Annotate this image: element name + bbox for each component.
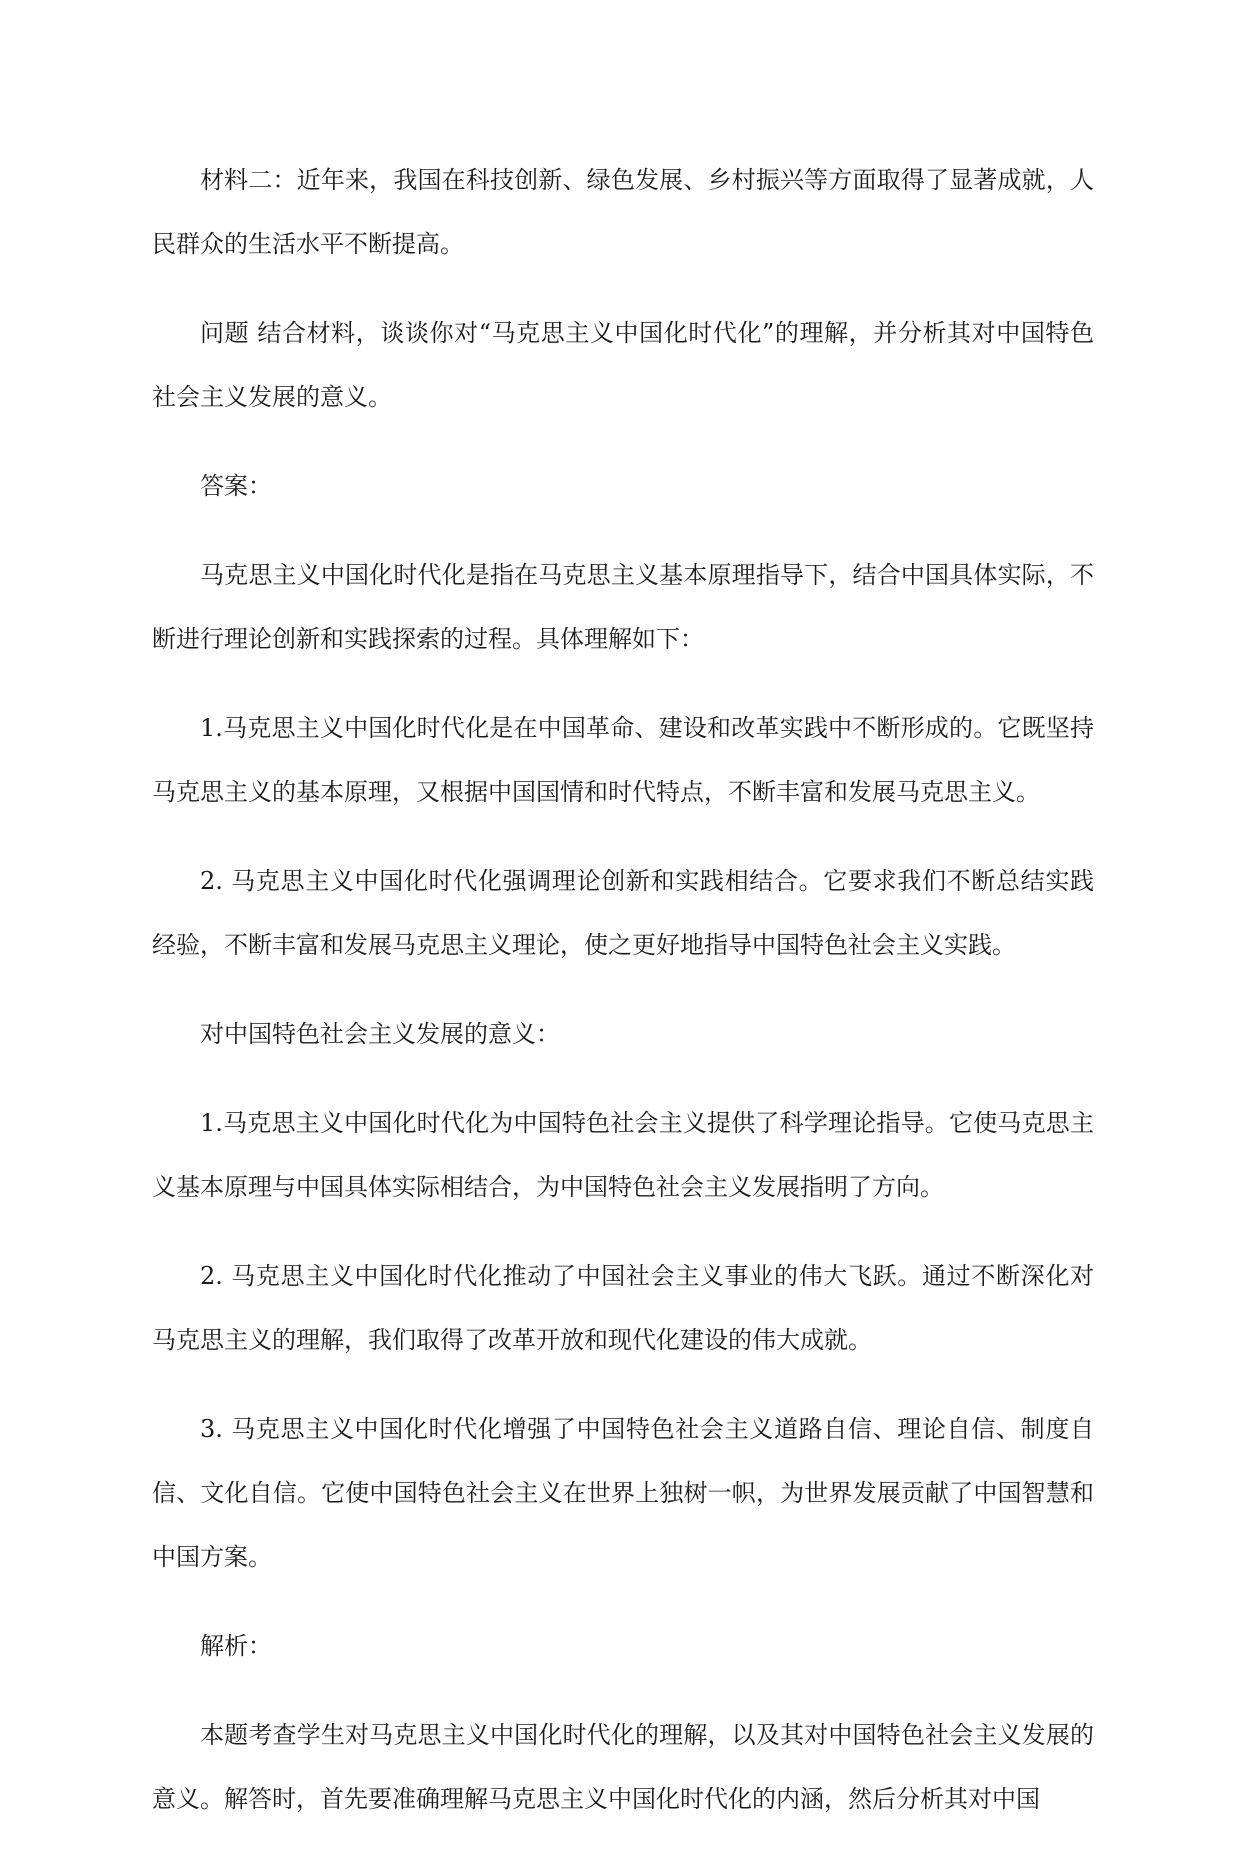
- significance-heading: 对中国特色社会主义发展的意义：: [200, 1020, 560, 1048]
- answer-heading: 答案：: [200, 472, 272, 500]
- significance-point-3: 3. 马克思主义中国化时代化增强了中国特色社会主义道路自信、理论自信、制度自信、文化自信。它使中国特色社会主义在世界上独树一帜，为世界发展贡献了中国智慧和中国方案。: [152, 1415, 1094, 1571]
- understanding-point-1: 1.马克思主义中国化时代化是在中国革命、建设和改革实践中不断形成的。它既坚持马克思主义的基本原理，又根据中国国情和时代特点，不断丰富和发展马克思主义。: [152, 714, 1094, 806]
- understanding-point-2: 2. 马克思主义中国化时代化强调理论创新和实践相结合。它要求我们不断总结实践经验，不断丰富和发展马克思主义理论，使之更好地指导中国特色社会主义实践。: [152, 867, 1094, 959]
- analysis-paragraph: 本题考查学生对马克思主义中国化时代化的理解，以及其对中国特色社会主义发展的意义。解答时，首先要准确理解马克思主义中国化时代化的内涵，然后分析其对中国: [152, 1721, 1094, 1813]
- definition-paragraph: 马克思主义中国化时代化是指在马克思主义基本原理指导下，结合中国具体实际，不断进行理论创新和实践探索的过程。具体理解如下：: [152, 561, 1094, 653]
- significance-point-1: 1.马克思主义中国化时代化为中国特色社会主义提供了科学理论指导。它使马克思主义基本原理与中国具体实际相结合，为中国特色社会主义发展指明了方向。: [152, 1109, 1094, 1201]
- analysis-heading: 解析：: [200, 1632, 272, 1660]
- document-body: [152, 148, 1094, 1856]
- significance-point-2: 2. 马克思主义中国化时代化推动了中国社会主义事业的伟大飞跃。通过不断深化对马克思主义的理解，我们取得了改革开放和现代化建设的伟大成就。: [152, 1262, 1094, 1354]
- material-two-paragraph: 材料二：近年来，我国在科技创新、绿色发展、乡村振兴等方面取得了显著成就，人民群众的生活水平不断提高。: [152, 166, 1094, 258]
- question-paragraph: 问题 结合材料，谈谈你对“马克思主义中国化时代化”的理解，并分析其对中国特色社会主义发展的意义。: [152, 319, 1094, 411]
